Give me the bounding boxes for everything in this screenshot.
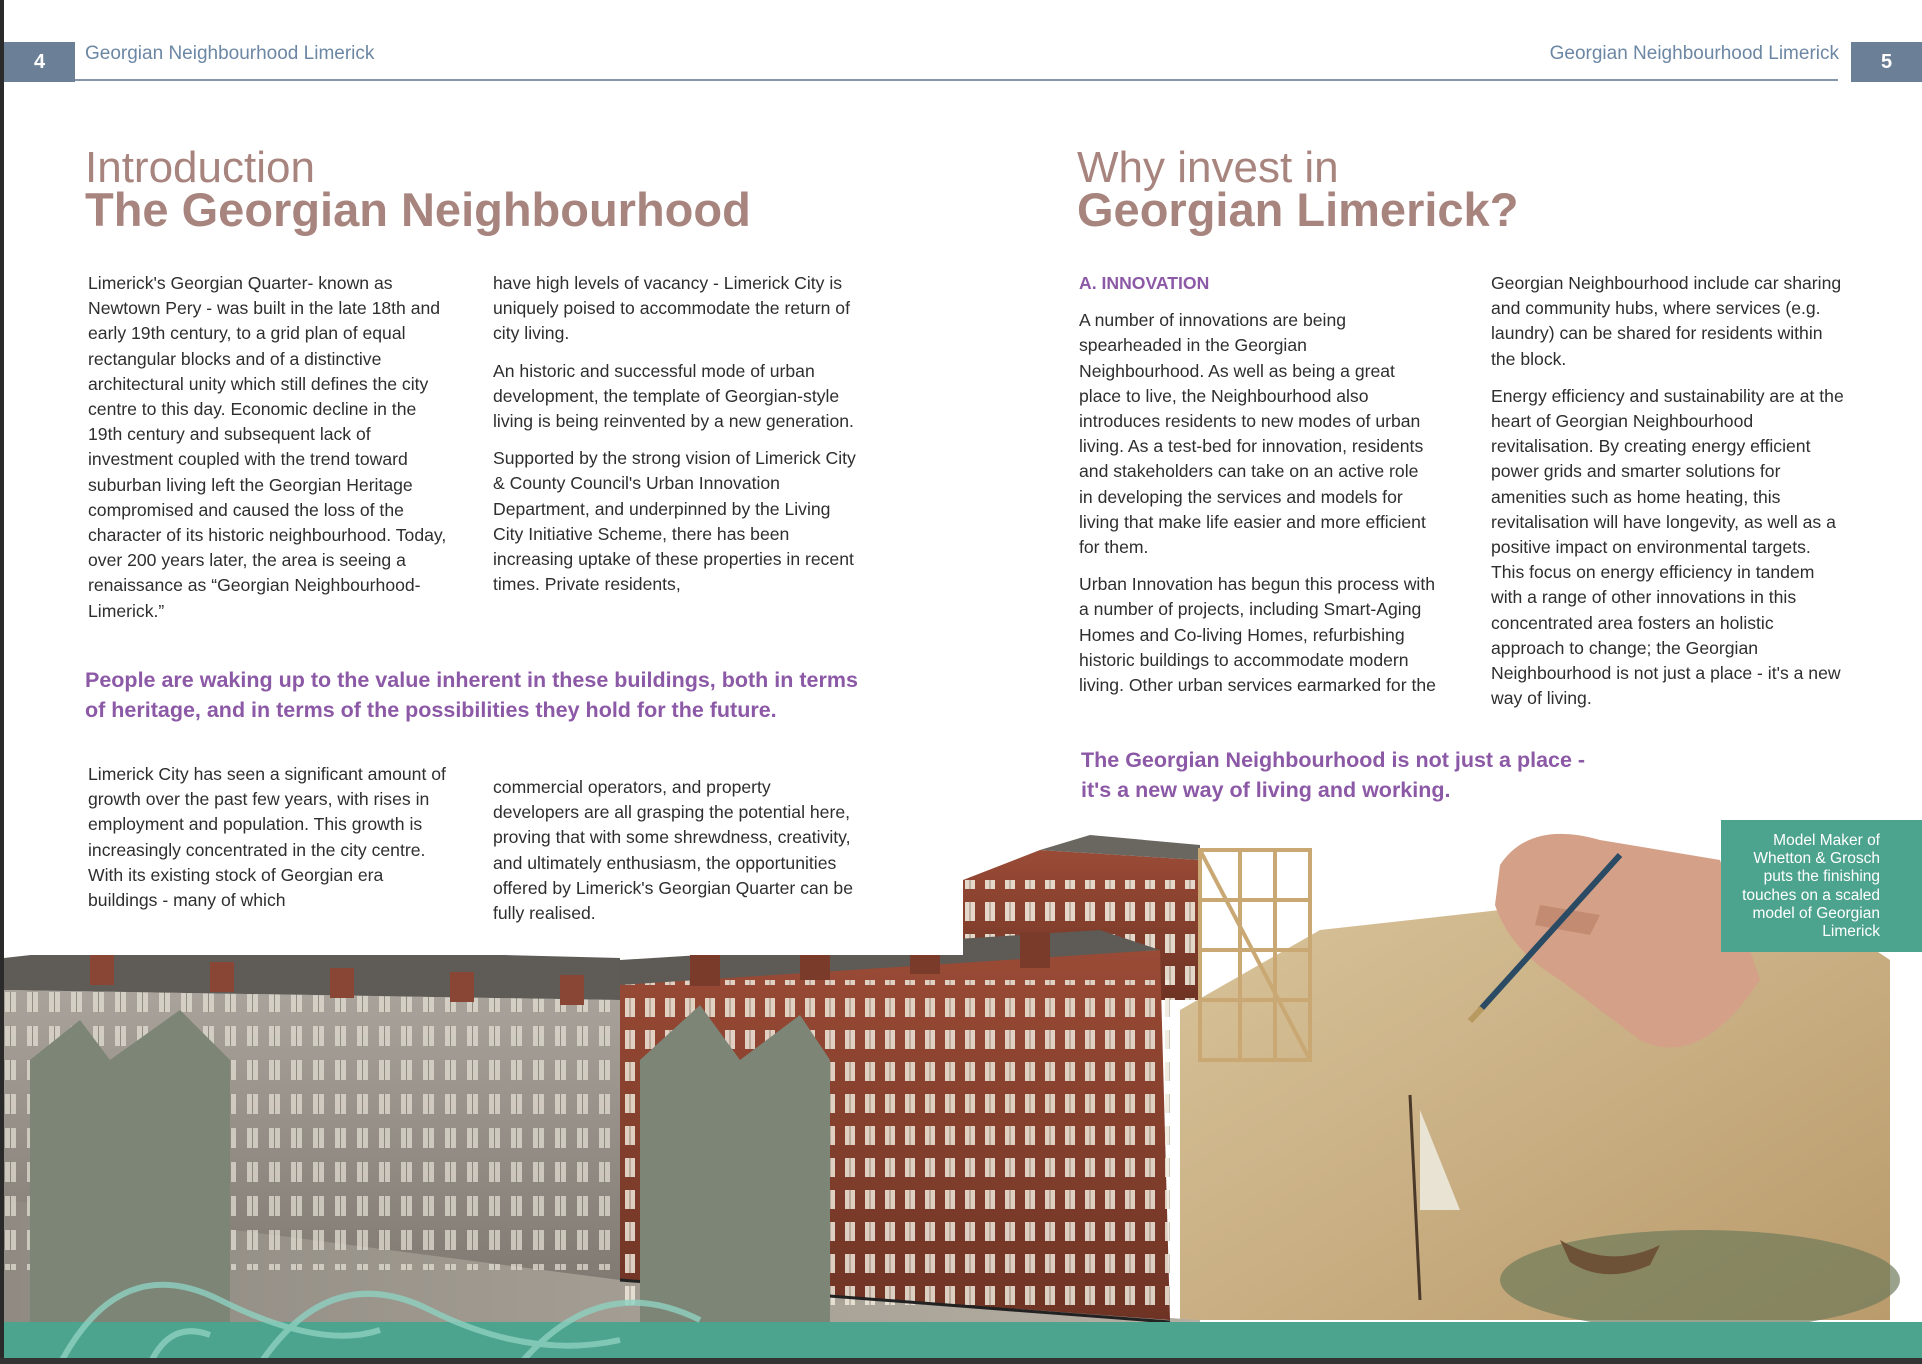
photo-caption: Model Maker of Whetton & Grosch puts the finishing touches on a scaled model of Georgian Limerick [1721,820,1922,952]
invest-heading-bold: Georgian Limerick? [1077,183,1519,236]
intro-pull-quote: People are waking up to the value inherent in these buildings, both in terms of heritage, and in terms of the possibilities they hold for the future. [85,668,858,722]
running-title-left: Georgian Neighbourhood Limerick [85,43,375,64]
page-edge [0,0,4,1364]
header-rule-right [837,79,1838,81]
page-number-right: 5 [1851,42,1922,82]
invest-col1: A. INNOVATION A number of innovations are being spearheaded in the Georgian Neighbourhood. As well as being a great place to live, the Neighbourhood also introduces residents to new modes of urban living. As a test-bed for innovation, residents and stakeholders can take on an active role in developing the services and models for living that make life easier and more efficient for them. Urban Innovation has begun this process with a number of projects, including Smart-Aging Homes and Co-living Homes, refurbishing historic buildings to accommodate modern living. Other urban services earmarked for the [1079,273,1436,696]
page-bottom-edge [0,1358,1922,1364]
page-number-left: 4 [4,42,75,82]
running-title-right: Georgian Neighbourhood Limerick [1549,43,1839,64]
intro-col1-bottom: Limerick City has seen a significant amount of growth over the past few years, with rises in employment and population. This growth is increasingly concentrated in the city centre. With its existing stock of Georgian era buildings - many of which [88,764,446,911]
intro-col2-top: have high levels of vacancy - Limerick City is uniquely poised to accommodate the return of city living. An historic and successful mode of urban development, the template of Georgian-style living is being reinvented by a new generation. Supported by the strong vision of Limerick City & County Council's Urban Innovation Department, and underpinned by the Living City Initiative Scheme, there has been increasing uptake of these properties in recent times. Private residents, [493,273,856,595]
intro-heading-light: Introduction [85,143,315,192]
innovation-subheading: A. INNOVATION [1079,273,1210,293]
intro-heading-bold: The Georgian Neighbourhood [85,183,751,236]
header-rule-left [75,79,837,81]
invest-col2: Georgian Neighbourhood include car sharing and community hubs, where services (e.g. laundry) can be shared for residents within the block. Energy efficiency and sustainability are at the heart of Georgian Neighbourhood revitalisation. By creating energy efficient power grids and smarter solutions for amenities such as home heating, this revitalisation will have longevity, as well as a positive impact on environmental targets. This focus on energy efficiency in tandem with a range of other innovations in this concentrated area fosters an holistic approach to change; the Georgian Neighbourhood is not just a place - it's a new way of living. [1491,273,1844,709]
intro-col2-bottom: commercial operators, and property developers are all grasping the potential here, proving that with some shrewdness, creativity, and ultimately enthusiasm, the opportunities offered by Limerick's Georgian Quarter can be fully realised. [493,777,853,924]
invest-pull-quote: The Georgian Neighbourhood is not just a place - it's a new way of living and working. [1081,748,1586,802]
invest-heading-light: Why invest in [1077,143,1339,192]
intro-col1-top: Limerick's Georgian Quarter- known as Newtown Pery - was built in the late 18th and early 19th century, to a grid plan of equal rectangular blocks and of a distinctive architectural unity which still defines the city centre to this day. Economic decline in the 19th century and subsequent lack of investment coupled with the trend toward suburban living left the Georgian Heritage compromised and caused the loss of the character of its historic neighbourhood. Today, over 200 years later, the area is seeing a renaissance as “Georgian Neighbourhood-Limerick.” [88,273,447,621]
